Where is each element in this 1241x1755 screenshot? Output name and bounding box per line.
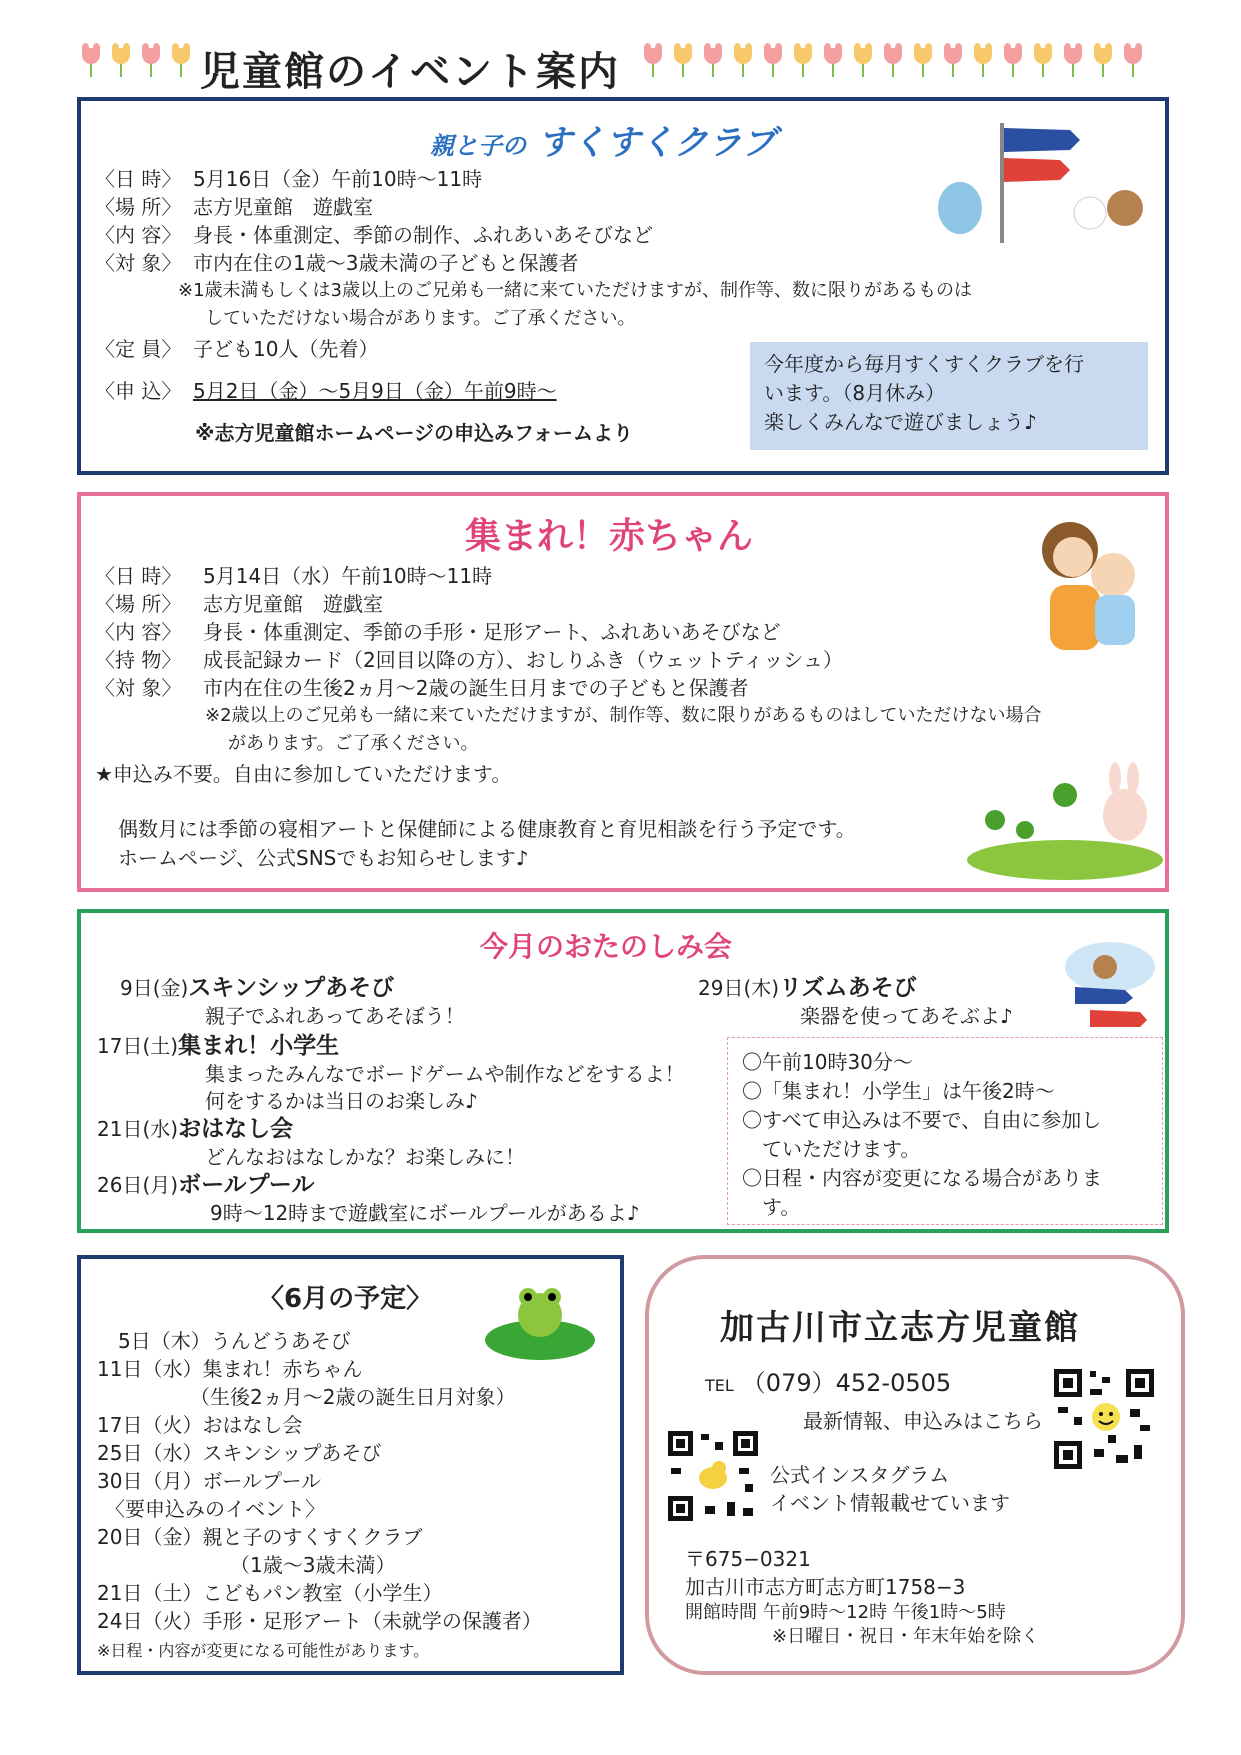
june-schedule-title: 〈6月の予定〉 <box>258 1284 433 1314</box>
event-desc-2: 何をするかは当日のお楽しみ♪ <box>205 1089 478 1113</box>
koinobori-illustration <box>920 118 1150 253</box>
schedule-line: 21日（土）こどもパン教室（小学生） <box>97 1581 443 1605</box>
schedule-line: 30日（月）ボールプール <box>97 1469 322 1493</box>
clover-rabbit-illustration <box>965 760 1165 880</box>
row-apply: 〈申 込〉 5月2日（金）〜5月9日（金）午前9時〜 <box>95 379 557 403</box>
info-line-2: ホームページ、公式SNSでもお知らせします♪ <box>118 846 529 870</box>
info-box: 今年度から毎月すくすくクラブを行 います。（8月休み） 楽しくみんなで遊びましょう♪ <box>750 342 1148 450</box>
note-line-1: ※1歳未満もしくは3歳以上のご兄弟も一緒に来ていただけますが、制作等、数に限りがあるものは <box>178 280 972 301</box>
latest-info-text: 最新情報、申込みはこちら <box>803 1409 1043 1433</box>
schedule-line: 17日（火）おはなし会 <box>97 1413 303 1437</box>
schedule-subheading: 〈要申込みのイベント〉 <box>105 1497 325 1521</box>
event-desc: どんなおはなしかな？お楽しみに！ <box>205 1145 525 1169</box>
sukusuku-club-title <box>430 115 776 164</box>
note-line-2: していただけない場合があります。ご了承ください。 <box>205 308 636 329</box>
schedule-line: 20日（金）親と子のすくすくクラブ <box>97 1525 423 1549</box>
mother-baby-illustration <box>1035 515 1150 655</box>
info-line-1: 偶数月には季節の寝相アートと保健師による健康教育と育児相談を行う予定です。 <box>118 817 856 841</box>
title-main: すくすくクラブ <box>537 123 776 163</box>
free-entry-note: ★申込み不要。自由に参加していただけます。 <box>95 762 512 786</box>
schedule-line: （生後2ヵ月〜2歳の誕生日月対象） <box>160 1385 516 1409</box>
event-item: 29日(木)リズムあそび <box>698 975 917 1001</box>
schedule-line: 25日（水）スキンシップあそび <box>97 1441 382 1465</box>
row-datetime: 〈日 時〉 5月14日（水）午前10時〜11時 <box>95 564 493 588</box>
event-desc: 集まったみんなでボードゲームや制作などをするよ！ <box>205 1062 685 1086</box>
tulip-decoration-right <box>640 48 1146 84</box>
monthly-events-title: 今月のおたのしみ会 <box>480 930 733 963</box>
akachan-title: 集まれ！赤ちゃん <box>465 516 754 557</box>
event-notes-box: 〇午前10時30分〜 〇「集まれ！小学生」は午後2時〜 〇すべて申込みは不要で、自由に参加し ていただけます。 〇日程・内容が変更になる場合がありま す。 <box>727 1037 1163 1225</box>
cloud-koinobori-illustration <box>1055 932 1165 1032</box>
instagram-qr-code[interactable] <box>665 1428 761 1524</box>
event-desc: 親子でふれあってあそぼう！ <box>205 1004 465 1028</box>
address: 加古川市志方町志方町1758−3 <box>685 1575 966 1599</box>
page-title: 児童館のイベント案内 <box>200 49 620 95</box>
frog-icon <box>480 1275 600 1365</box>
event-item: 17日(土)集まれ！小学生 <box>97 1033 340 1059</box>
note-line-1: ※2歳以上のご兄弟も一緒に来ていただけますが、制作等、数に限りがあるものはしていただけない場合 <box>205 705 1042 726</box>
opening-hours: 開館時間 午前9時〜12時 午後1時〜5時 <box>685 1602 1006 1623</box>
instagram-text-1: 公式インスタグラム <box>770 1463 950 1487</box>
schedule-note: ※日程・内容が変更になる可能性があります。 <box>97 1641 430 1660</box>
closed-days: ※日曜日・祝日・年末年始を除く <box>772 1626 1040 1647</box>
title-prefix: 親と子の <box>430 132 526 160</box>
schedule-line: 11日（水）集まれ！赤ちゃん <box>97 1357 363 1381</box>
event-item: 21日(水)おはなし会 <box>97 1116 294 1142</box>
website-qr-code[interactable] <box>1050 1365 1158 1473</box>
schedule-line: 24日（火）手形・足形アート（未就学の保護者） <box>97 1609 542 1633</box>
event-item: 9日(金)スキンシップあそび <box>120 975 395 1001</box>
phone: TEL （079）452-0505 <box>705 1369 952 1397</box>
row-place: 〈場 所〉 志方児童館 遊戯室 <box>95 592 383 616</box>
row-target: 〈対 象〉 市内在住の生後2ヵ月〜2歳の誕生日月までの子どもと保護者 <box>95 676 749 700</box>
zip-code: 〒675−0321 <box>685 1547 811 1571</box>
tulip-decoration-left <box>78 48 194 84</box>
facility-name: 加古川市立志方児童館 <box>720 1308 1080 1348</box>
row-capacity: 〈定 員〉 子ども10人（先着） <box>95 337 379 361</box>
row-datetime: 〈日 時〉 5月16日（金）午前10時〜11時 <box>95 167 483 191</box>
event-desc: 9時〜12時まで遊戯室にボールプールがあるよ♪ <box>210 1201 640 1225</box>
apply-note: ※志方児童館ホームページの申込みフォームより <box>195 421 634 445</box>
event-item: 26日(月)ボールプール <box>97 1172 315 1198</box>
row-target: 〈対 象〉 市内在住の1歳〜3歳未満の子どもと保護者 <box>95 251 579 275</box>
event-desc: 楽器を使ってあそぶよ♪ <box>800 1004 1013 1028</box>
note-line-2: があります。ご了承ください。 <box>228 733 479 754</box>
instagram-text-2: イベント情報載せています <box>770 1491 1010 1515</box>
row-content: 〈内 容〉 身長・体重測定、季節の制作、ふれあいあそびなど <box>95 223 653 247</box>
schedule-line: （1歳〜3歳未満） <box>200 1553 396 1577</box>
schedule-line: 5日（木）うんどうあそび <box>118 1329 351 1353</box>
row-place: 〈場 所〉 志方児童館 遊戯室 <box>95 195 373 219</box>
row-belongings: 〈持 物〉 成長記録カード（2回目以降の方）、おしりふき（ウェットティッシュ） <box>95 648 843 672</box>
row-content: 〈内 容〉 身長・体重測定、季節の手形・足形アート、ふれあいあそびなど <box>95 620 781 644</box>
